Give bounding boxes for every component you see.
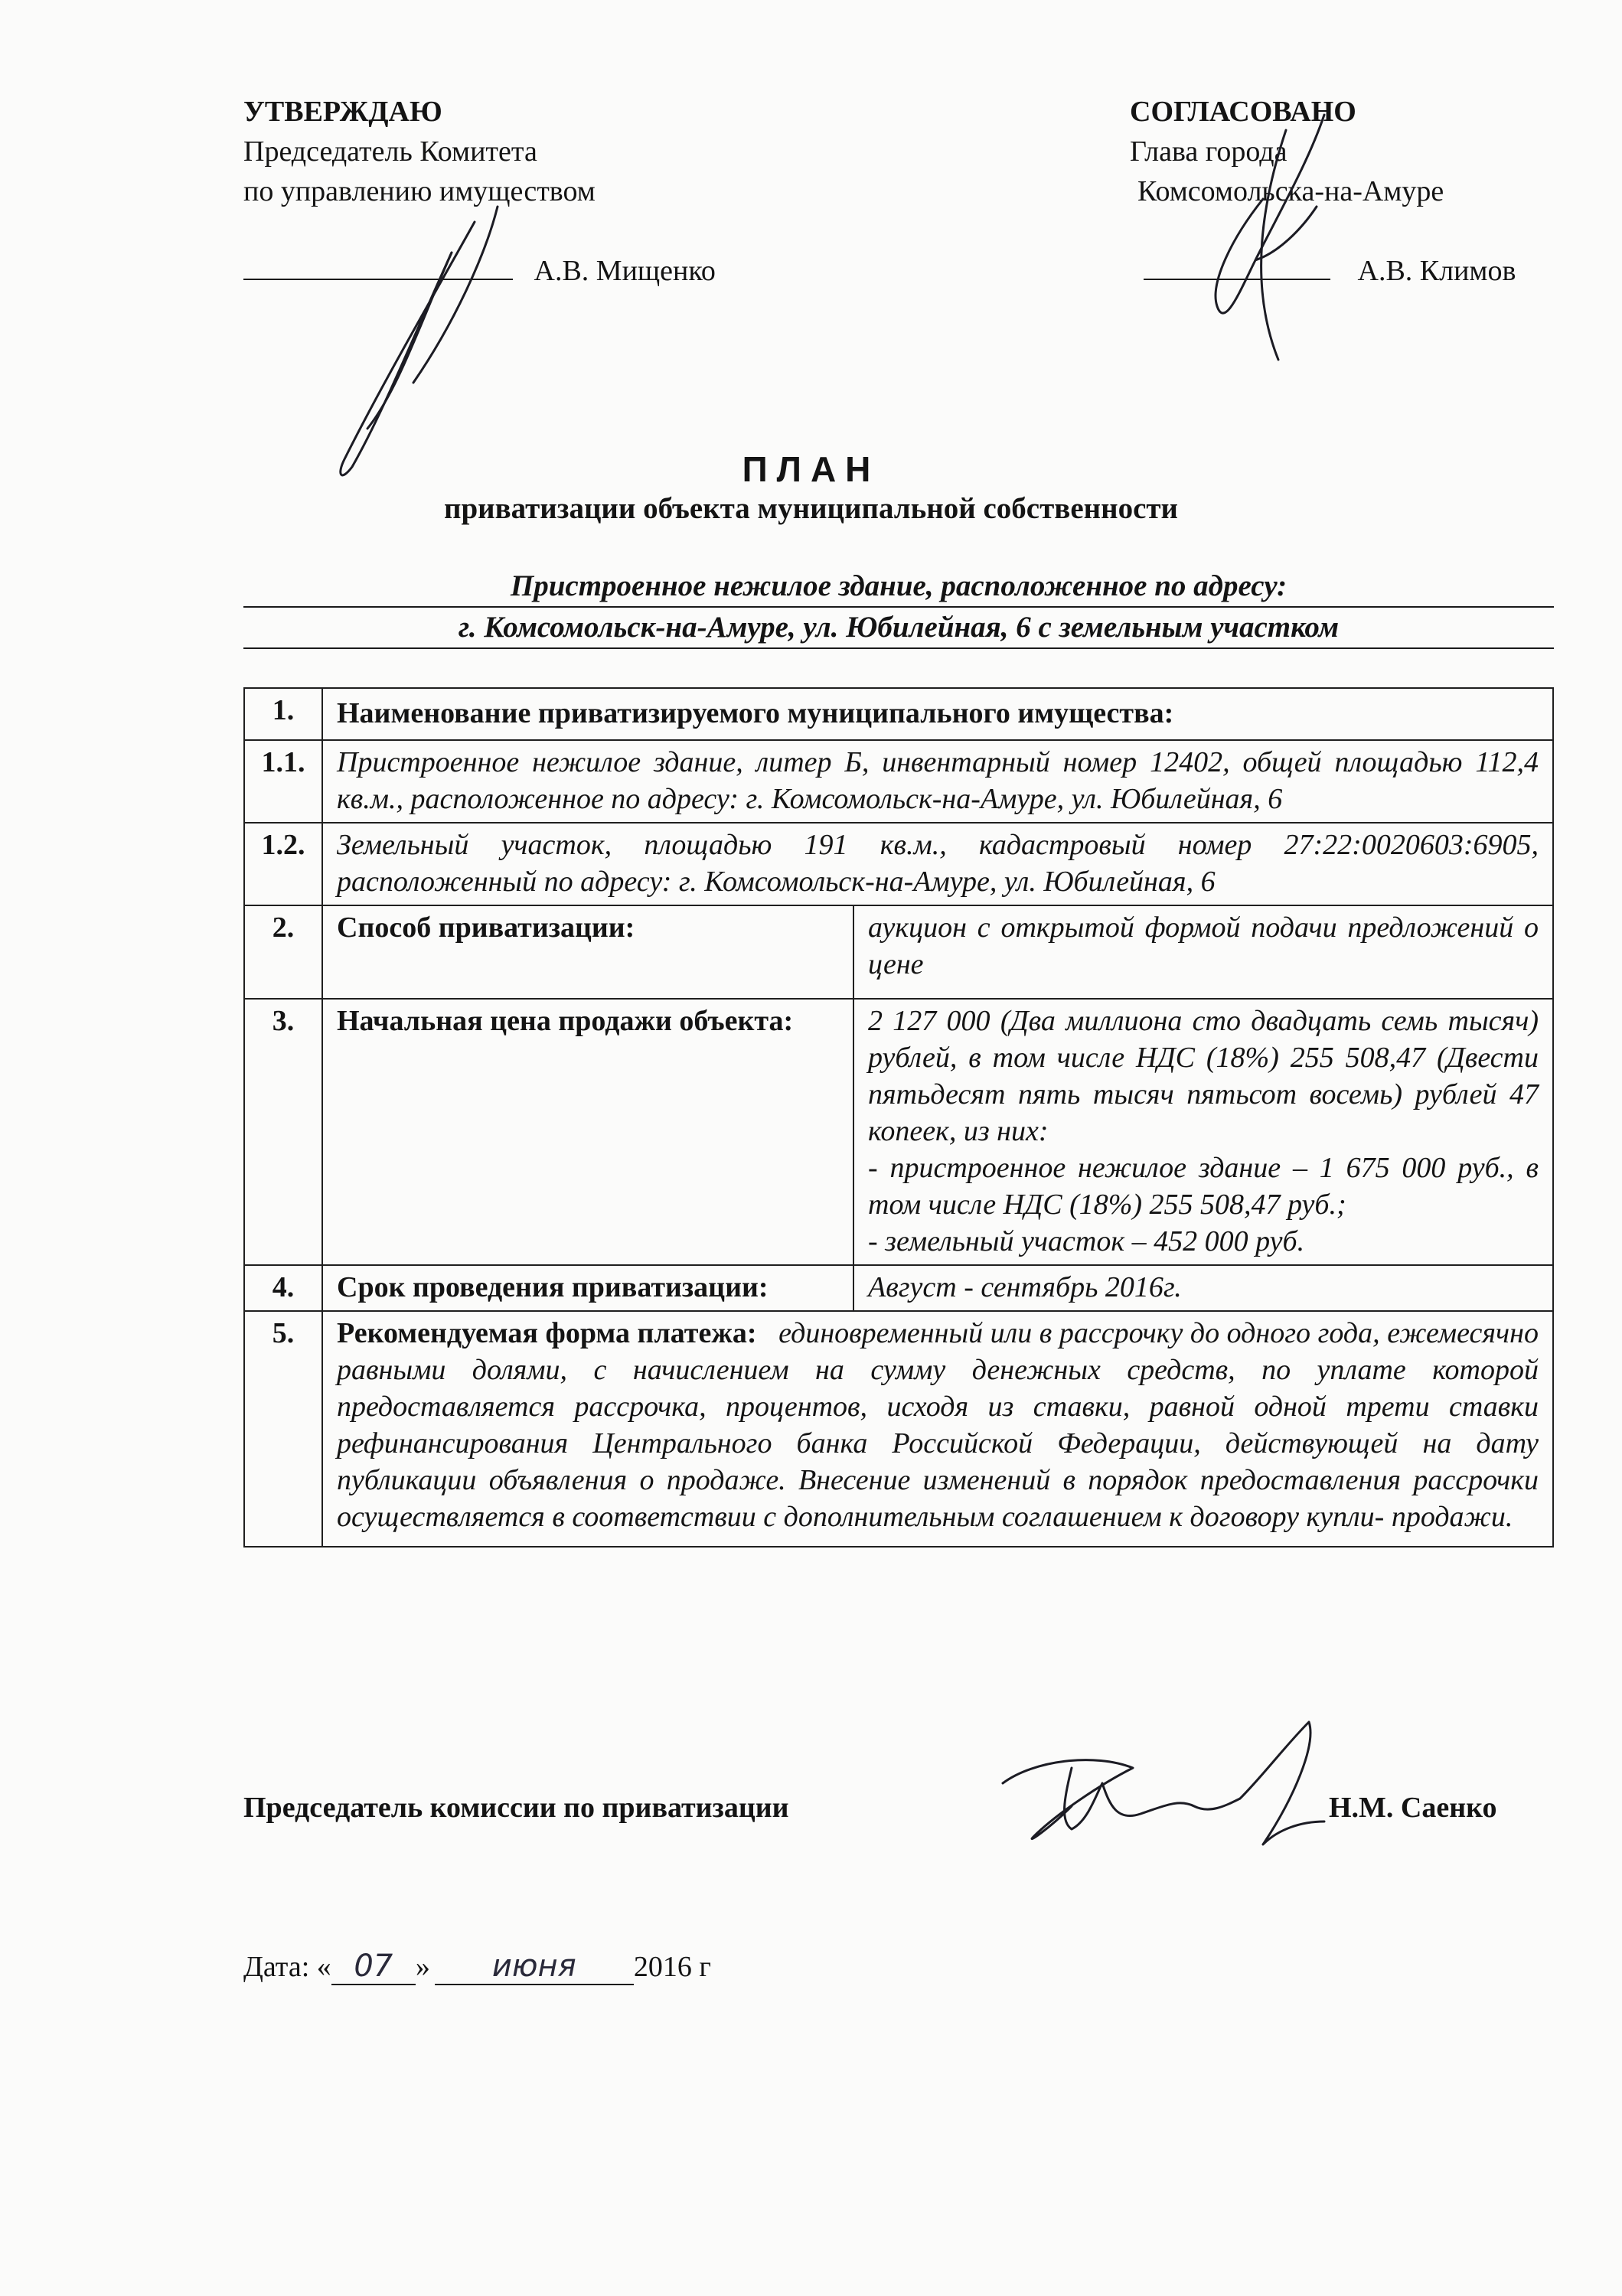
row-number: 4. (244, 1265, 322, 1311)
table-row (244, 1311, 1553, 1547)
payment-form-cell (322, 1311, 1553, 1547)
privatization-method-label: Способ приватизации: (322, 905, 853, 999)
row-number: 5. (244, 1311, 322, 1547)
privatization-period-value: Август - сентябрь 2016г. (853, 1265, 1553, 1311)
table-row (244, 1265, 1553, 1311)
row-number: 1. (244, 688, 322, 740)
table-row (244, 905, 1553, 999)
starting-price-label: Начальная цена продажи объекта: (322, 999, 853, 1265)
object-description-line1: Пристроенное нежилое здание, расположенное по адресу: (243, 566, 1554, 608)
agree-signer: А.В. Климов (1357, 255, 1516, 287)
row-number: 3. (244, 999, 322, 1265)
privatization-plan-table (243, 687, 1554, 1548)
starting-price-land: - земельный участок – 452 000 руб. (868, 1225, 1305, 1257)
building-description: Пристроенное нежилое здание, литер Б, инвентарный номер 12402, общей площадью 112,4 кв.м., расположенное по адресу: г. Комсомольск-на-Амуре, ул. Юбилейная, 6 (322, 740, 1553, 823)
table-row (244, 999, 1553, 1265)
privatization-period-label: Срок проведения приватизации: (322, 1265, 853, 1311)
approve-position-line2: по управлению имуществом (243, 175, 596, 207)
date-prefix: Дата: « (243, 1951, 331, 1983)
agree-position-line1: Глава города (1130, 135, 1287, 168)
object-description-line2: г. Комсомольск-на-Амуре, ул. Юбилейная, 6 с земельным участком (243, 608, 1554, 649)
date-month-field (435, 1949, 634, 1985)
starting-price-total: 2 127 000 (Два миллиона сто двадцать семь тысяч) рублей, в том числе НДС (18%) 255 508,47 (Двести пятьдесят пять тысяч пятьсот восемь) рублей 47 копеек, из них: (868, 1005, 1539, 1147)
agree-handwritten-signature (1171, 115, 1355, 375)
agree-position-line2: Комсомольска-на-Амуре (1137, 175, 1444, 207)
date-year: 2016 г (633, 1951, 711, 1983)
commission-chair-label: Председатель комиссии по приватизации (243, 1792, 789, 1824)
row-heading-property-name: Наименование приватизируемого муниципального имущества: (322, 688, 1553, 740)
agree-heading: СОГЛАСОВАНО (1130, 96, 1356, 128)
date-day-close: » (415, 1951, 430, 1983)
approve-position-line1: Председатель Комитета (243, 135, 537, 168)
table-row (244, 823, 1553, 905)
starting-price-value (853, 999, 1553, 1265)
table-row (244, 688, 1553, 740)
starting-price-building: - пристроенное нежилое здание – 1 675 000 руб., в том числе НДС (18%) 255 508,47 руб.; (868, 1152, 1539, 1221)
commission-handwritten-signature (987, 1714, 1332, 1875)
date-row (243, 1949, 711, 1985)
table-row (244, 740, 1553, 823)
land-plot-description: Земельный участок, площадью 191 кв.м., кадастровый номер 27:22:0020603:6905, расположенный по адресу: г. Комсомольск-на-Амуре, ул. Юбилейная, 6 (322, 823, 1553, 905)
privatization-method-value: аукцион с открытой формой подачи предложений о цене (853, 905, 1553, 999)
plan-subtitle: приватизации объекта муниципальной собственности (443, 492, 1179, 525)
payment-form-text: единовременный или в рассрочку до одного года, ежемесячно равными долями, с начислением на сумму денежных средств, по уплате которой предоставляется рассрочка, процентов, исходя из ставки, равной одной трети ставки рефинансирования Центрального банка Российской Федерации, действующей на дату публикации объявления о продаже. Внесение изменений в порядок предоставления рассрочки осуществляется в соответствии с дополнительным соглашением к договору купли- продажи. (337, 1317, 1539, 1533)
row-number: 1.2. (244, 823, 322, 905)
date-day: 07 (354, 1949, 393, 1984)
row-number: 1.1. (244, 740, 322, 823)
approve-signer: А.В. Мищенко (534, 255, 716, 287)
plan-title: ПЛАН (742, 449, 880, 489)
date-day-field (331, 1949, 416, 1985)
payment-form-label: Рекомендуемая форма платежа: (337, 1317, 757, 1349)
commission-signer: Н.М. Саенко (1329, 1792, 1497, 1824)
row-number: 2. (244, 905, 322, 999)
approve-heading: УТВЕРЖДАЮ (243, 96, 442, 128)
date-month: июня (491, 1949, 576, 1984)
